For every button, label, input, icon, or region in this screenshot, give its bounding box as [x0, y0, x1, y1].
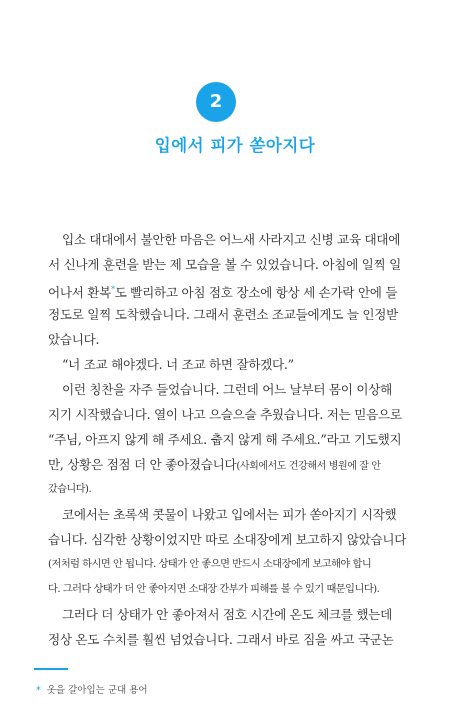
parenthetical-note: (저처럼 하시면 안 됩니다. 상태가 안 좋으면 반드시 소대장에게 보고해야 합니: [48, 559, 372, 570]
footnote-text: 옷을 갈아입는 군대 용어: [46, 685, 148, 696]
footnote-star: *: [36, 685, 41, 696]
body-line: “주님, 아프지 않게 해 주세요. 춥지 않게 해 주세요.”라고 기도했지: [48, 432, 402, 447]
body-line: 았습니다.: [48, 332, 100, 347]
body-line: [48, 457, 428, 475]
body-line: 그러다 더 상태가 안 좋아져서 점호 시간에 온도 체크를 했는데: [62, 607, 392, 622]
body-text: 만, 상황은 점점 더 안 좋아졌습니다: [48, 457, 237, 472]
footnote-marker: *: [111, 285, 115, 294]
parenthetical-note: (사회에서도 건강해서 병원에 잘 안: [236, 461, 381, 472]
body-line: 입소 대대에서 불안한 마음은 어느새 사라지고 신병 교육 대대에: [62, 232, 401, 247]
quote-line: “너 조교 해야겠다. 너 조교 하면 잘하겠다.”: [62, 357, 294, 372]
body-line: 습니다. 심각한 상황이었지만 따로 소대장에게 보고하지 않았습니다: [48, 532, 407, 547]
body-line: 정도로 일찍 도착했습니다. 그래서 훈련소 조교들에게도 늘 인정받: [48, 307, 398, 322]
parenthetical-note: 갔습니다).: [48, 484, 92, 495]
body-line: 코에서는 초록색 콧물이 나왔고 입에서는 피가 쏟아지기 시작했: [62, 507, 397, 522]
parenthetical-note: 다. 그러다 상태가 더 안 좋아지면 소대장 간부가 피해를 볼 수 있기 때문입니다).: [48, 584, 380, 595]
footnote: [36, 682, 148, 696]
body-line: 정상 온도 수치를 훨씬 넘었습니다. 그래서 바로 짐을 싸고 국군논: [48, 632, 394, 647]
chapter-title: 입에서 피가 쏟아지다: [154, 136, 316, 155]
body-text: 도 빨리하고 아침 점호 장소에 항상 세 손가락 안에 들: [114, 285, 398, 301]
chapter-number-badge: 2: [196, 82, 236, 122]
body-line: 서 신나게 훈련을 받는 제 모습을 볼 수 있었습니다. 아침에 일찍 일: [48, 257, 401, 272]
body-text: 어나서 환복: [48, 285, 112, 301]
footnote-divider: [34, 668, 68, 670]
body-line: 지기 시작했습니다. 열이 나고 으슬으슬 추웠습니다. 저는 믿음으로: [48, 407, 402, 422]
body-line: 이런 칭찬을 자주 들었습니다. 그런데 어느 날부터 몸이 이상해: [62, 382, 392, 397]
body-line: [48, 282, 428, 301]
